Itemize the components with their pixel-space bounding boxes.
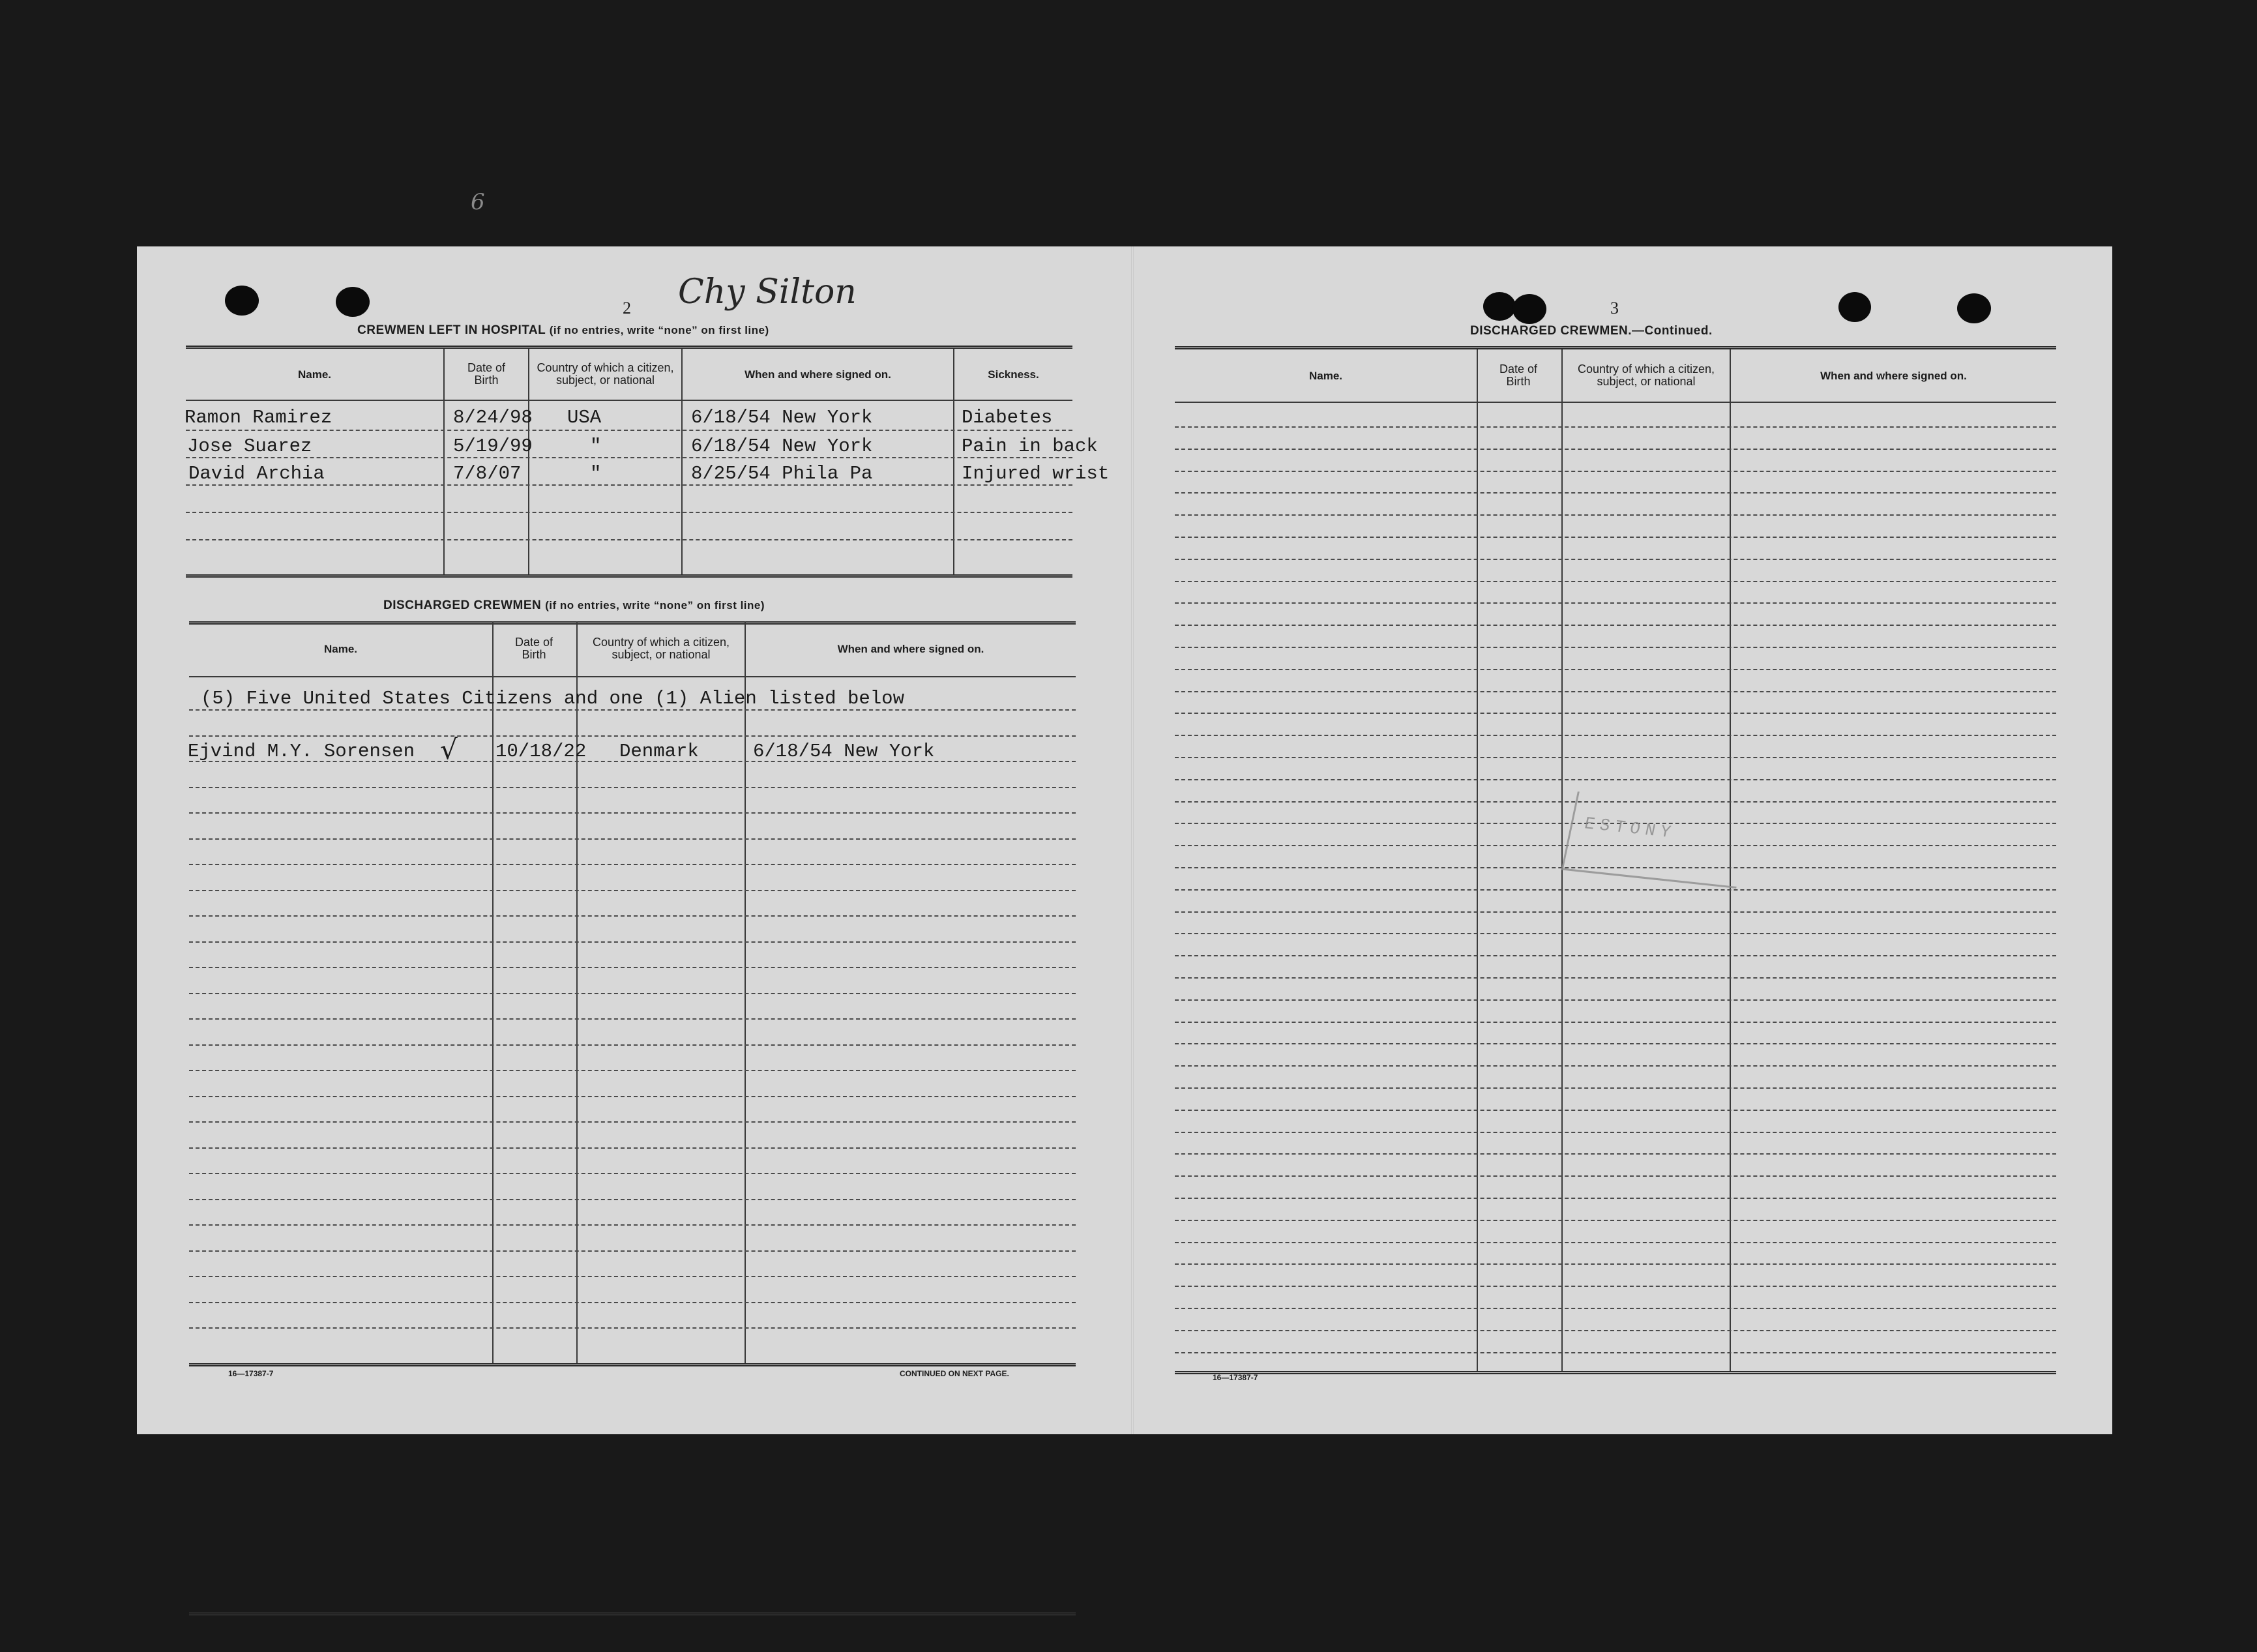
discharged-dob: 10/18/22 bbox=[495, 741, 587, 762]
ruled-line bbox=[189, 1096, 1076, 1097]
ruled-line bbox=[1175, 1242, 2056, 1243]
stamp-text: ESTONY bbox=[1582, 814, 1678, 843]
ruled-line bbox=[189, 787, 1076, 788]
ruled-line bbox=[1175, 735, 2056, 736]
ruled-line bbox=[189, 1327, 1076, 1329]
punch-hole bbox=[1483, 292, 1516, 321]
ruled-line bbox=[189, 915, 1076, 917]
header-signed: When and where signed on. bbox=[1820, 369, 1967, 382]
header-country: Country of which a citizen, subject, or national bbox=[1577, 362, 1715, 388]
ruled-line bbox=[1175, 581, 2056, 582]
punch-hole bbox=[1512, 294, 1546, 324]
header-signed: When and where signed on. bbox=[745, 368, 891, 381]
ruled-line bbox=[1175, 779, 2056, 780]
hospital-signed: 6/18/54 New York bbox=[691, 407, 873, 428]
right-section-title: DISCHARGED CREWMEN.—Continued. bbox=[1470, 324, 1713, 338]
ruled-line bbox=[1175, 999, 2056, 1001]
hospital-section-title bbox=[357, 323, 769, 338]
ruled-line bbox=[189, 812, 1076, 814]
punch-hole bbox=[336, 287, 370, 317]
header-dob: Date of Birth bbox=[514, 636, 553, 661]
ruled-line bbox=[1175, 1352, 2056, 1353]
page-fold bbox=[1131, 246, 1134, 1434]
ruled-line bbox=[1175, 1043, 2056, 1044]
hospital-sickness: Diabetes bbox=[962, 407, 1053, 428]
hospital-name: David Archia bbox=[188, 463, 325, 484]
ruled-line bbox=[189, 967, 1076, 968]
ruled-line bbox=[1175, 1308, 2056, 1309]
hospital-country: " bbox=[590, 435, 602, 457]
hospital-sickness: Pain in back bbox=[962, 435, 1098, 457]
header-dob: Date of Birth bbox=[1499, 362, 1538, 388]
hospital-table bbox=[184, 346, 1110, 578]
hospital-dob: 5/19/99 bbox=[453, 435, 533, 457]
ruled-line bbox=[1175, 1198, 2056, 1199]
ruled-line bbox=[1175, 1330, 2056, 1331]
header-name: Name. bbox=[1308, 369, 1343, 382]
ruled-line bbox=[1175, 1286, 2056, 1287]
ruled-line bbox=[1175, 492, 2056, 494]
hospital-signed: 6/18/54 New York bbox=[691, 435, 873, 457]
ruled-line bbox=[1175, 647, 2056, 648]
discharged-instruction: (if no entries, write “none” on first line) bbox=[545, 599, 765, 612]
hospital-name: Jose Suarez bbox=[187, 435, 312, 457]
ruled-line bbox=[1175, 1153, 2056, 1155]
ruled-line bbox=[1175, 669, 2056, 670]
ruled-line bbox=[189, 1224, 1076, 1226]
ruled-line bbox=[1175, 1065, 2056, 1067]
ruled-line bbox=[1175, 1087, 2056, 1089]
discharged-signed: 6/18/54 New York bbox=[753, 741, 935, 762]
ruled-line bbox=[1175, 691, 2056, 692]
ruled-line bbox=[189, 864, 1076, 865]
ruled-line bbox=[189, 1173, 1076, 1174]
ruled-line bbox=[189, 993, 1076, 994]
ruled-line bbox=[189, 709, 1076, 711]
ruled-line bbox=[189, 1070, 1076, 1071]
ruled-line bbox=[1175, 1022, 2056, 1023]
ruled-line bbox=[1175, 933, 2056, 934]
ruled-line bbox=[189, 1121, 1076, 1123]
discharged-table-body bbox=[189, 621, 1076, 1366]
hospital-title-text: CREWMEN LEFT IN HOSPITAL bbox=[357, 323, 546, 337]
page-number-left: 2 bbox=[623, 299, 631, 317]
punch-hole bbox=[1838, 292, 1871, 322]
ruled-line bbox=[1175, 1132, 2056, 1133]
ruled-line bbox=[1175, 1263, 2056, 1265]
page-number-right: 3 bbox=[1610, 299, 1619, 317]
hospital-dob: 8/24/98 bbox=[453, 407, 533, 428]
ruled-line bbox=[189, 941, 1076, 943]
ruled-line bbox=[189, 838, 1076, 840]
ruled-line bbox=[1175, 625, 2056, 626]
discharged-country: Denmark bbox=[619, 741, 699, 762]
ruled-line bbox=[1175, 1110, 2056, 1111]
ruled-line bbox=[1175, 911, 2056, 913]
ruled-line bbox=[1175, 602, 2056, 604]
ruled-line bbox=[189, 1302, 1076, 1303]
ruled-line bbox=[189, 1276, 1076, 1277]
header-name: Name. bbox=[297, 368, 332, 381]
header-dob: Date of Birth bbox=[467, 361, 506, 387]
punch-hole bbox=[225, 286, 259, 316]
discharged-title-text: DISCHARGED CREWMEN bbox=[383, 598, 542, 612]
ruled-line bbox=[189, 1250, 1076, 1252]
ruled-line bbox=[1175, 471, 2056, 472]
ruled-line bbox=[189, 1147, 1076, 1149]
header-name: Name. bbox=[323, 642, 358, 655]
handwritten-note: Chy Silton bbox=[678, 273, 857, 312]
ruled-line bbox=[1175, 514, 2056, 516]
check-mark: √ bbox=[440, 733, 458, 765]
ruled-line bbox=[189, 1044, 1076, 1046]
ruled-line bbox=[189, 890, 1076, 891]
ruled-line bbox=[1175, 713, 2056, 714]
form-number-left: 16—17387-7 bbox=[228, 1369, 274, 1378]
ruled-line bbox=[1175, 955, 2056, 956]
ruled-line bbox=[189, 761, 1076, 762]
ruled-line bbox=[1175, 977, 2056, 979]
form-number-right: 16—17387-7 bbox=[1213, 1373, 1258, 1382]
ruled-line bbox=[189, 1199, 1076, 1200]
hospital-dob: 7/8/07 bbox=[453, 463, 522, 484]
discharged-name: Ejvind M.Y. Sorensen bbox=[188, 741, 415, 762]
ruled-line bbox=[1175, 757, 2056, 758]
ruled-line bbox=[1175, 537, 2056, 538]
header-signed: When and where signed on. bbox=[837, 642, 984, 655]
ruled-line bbox=[1175, 559, 2056, 560]
hospital-country: USA bbox=[567, 407, 602, 428]
hospital-signed: 8/25/54 Phila Pa bbox=[691, 463, 873, 484]
ruled-line bbox=[189, 735, 1076, 737]
header-country: Country of which a citizen, subject, or national bbox=[537, 361, 674, 387]
punch-hole bbox=[1957, 293, 1991, 323]
header-country: Country of which a citizen, subject, or national bbox=[592, 636, 730, 661]
ruled-line bbox=[1175, 426, 2056, 428]
hospital-instruction: (if no entries, write “none” on first line) bbox=[549, 324, 769, 336]
header-sickness: Sickness. bbox=[988, 368, 1039, 381]
ruled-line bbox=[189, 1018, 1076, 1020]
hospital-country: " bbox=[590, 463, 602, 484]
continued-note: CONTINUED ON NEXT PAGE. bbox=[900, 1369, 1009, 1378]
margin-mark: 6 bbox=[471, 189, 485, 215]
ruled-line bbox=[1175, 889, 2056, 891]
ruled-line bbox=[1175, 1175, 2056, 1177]
ruled-line bbox=[1175, 449, 2056, 450]
hospital-sickness: Injured wrist bbox=[962, 463, 1110, 484]
hospital-name: Ramon Ramirez bbox=[184, 407, 332, 428]
discharged-section-title bbox=[383, 598, 765, 613]
summary-line: (5) Five United States Citizens and one (1) Alien listed below bbox=[201, 688, 904, 709]
ruled-line bbox=[1175, 1220, 2056, 1221]
